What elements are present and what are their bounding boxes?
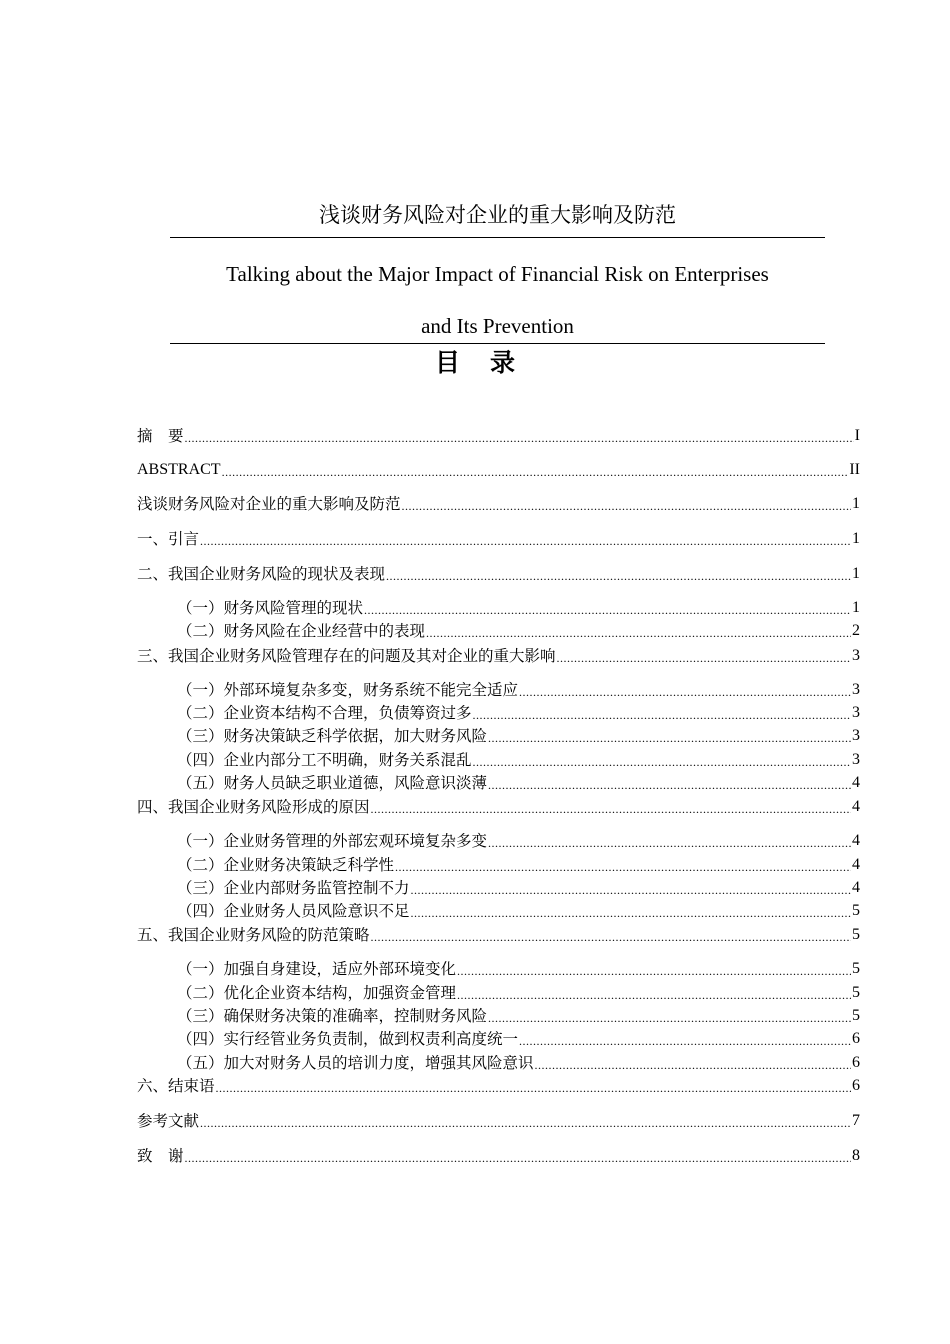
- toc-entry[interactable]: [137, 1075, 860, 1097]
- toc-entry-label: 三、我国企业财务风险管理存在的问题及其对企业的重大影响: [137, 647, 556, 665]
- toc-entry[interactable]: [137, 528, 860, 550]
- toc-entry-label: 浅谈财务风险对企业的重大影响及防范: [137, 495, 401, 513]
- toc-entry-leader-dots: [216, 1079, 851, 1097]
- toc-entry-page-number: 6: [852, 1077, 860, 1094]
- toc-entry[interactable]: [177, 1052, 860, 1074]
- toc-entry-label: （一）加强自身建设，适应外部环境变化: [177, 960, 457, 978]
- toc-entry-label: （四）企业财务人员风险意识不足: [177, 902, 410, 920]
- toc-entry[interactable]: [177, 830, 860, 852]
- toc-entry-leader-dots: [200, 1114, 851, 1132]
- toc-entry-page-number: 1: [852, 495, 860, 512]
- toc-entry-label: （二）优化企业资本结构，加强资金管理: [177, 984, 457, 1002]
- toc-entry[interactable]: [137, 796, 860, 818]
- toc-entry[interactable]: [137, 493, 860, 515]
- toc-entry-leader-dots: [557, 649, 851, 667]
- toc-entry-page-number: 7: [852, 1112, 860, 1129]
- toc-entry-page-number: 8: [852, 1147, 860, 1164]
- toc-entry-label: （三）财务决策缺乏科学依据，加大财务风险: [177, 727, 488, 745]
- toc-entry-page-number: 4: [852, 856, 860, 873]
- document-title-chinese: 浅谈财务风险对企业的重大影响及防范: [319, 203, 676, 227]
- toc-entry-page-number: II: [849, 461, 860, 478]
- toc-entry[interactable]: [137, 459, 860, 481]
- toc-entry-label: 参考文献: [137, 1112, 200, 1130]
- toc-entry[interactable]: [137, 645, 860, 667]
- toc-entry-page-number: 3: [852, 727, 860, 744]
- toc-entry[interactable]: [177, 772, 860, 794]
- toc-entry[interactable]: [177, 597, 860, 619]
- toc-entry-leader-dots: [457, 986, 851, 1004]
- toc-entry-leader-dots: [371, 800, 851, 818]
- toc-entry-page-number: 1: [852, 599, 860, 616]
- toc-entry-leader-dots: [371, 928, 851, 946]
- toc-entry-leader-dots: [473, 706, 851, 724]
- toc-entry[interactable]: [177, 958, 860, 980]
- title-divider-top: [170, 237, 825, 238]
- toc-entry-page-number: I: [854, 427, 860, 444]
- toc-entry-page-number: 5: [852, 902, 860, 919]
- toc-entry[interactable]: [177, 1028, 860, 1050]
- toc-entry[interactable]: [177, 702, 860, 724]
- toc-entry-label: （一）外部环境复杂多变，财务系统不能完全适应: [177, 681, 519, 699]
- toc-entry[interactable]: [177, 620, 860, 642]
- toc-entry-page-number: 4: [852, 832, 860, 849]
- toc-entry-label: 二、我国企业财务风险的现状及表现: [137, 565, 386, 583]
- toc-entry[interactable]: [177, 1005, 860, 1027]
- toc-entry-label: 六、结束语: [137, 1077, 215, 1095]
- toc-entry-leader-dots: [364, 601, 851, 619]
- toc-entry-leader-dots: [411, 904, 851, 922]
- toc-entry-label: （四）实行经管业务负责制，做到权责利高度统一: [177, 1030, 519, 1048]
- toc-entry[interactable]: [137, 1145, 860, 1167]
- toc-entry-label: （五）加大对财务人员的培训力度，增强其风险意识: [177, 1054, 534, 1072]
- toc-entry[interactable]: [137, 563, 860, 585]
- toc-entry-page-number: 3: [852, 704, 860, 721]
- toc-entry-leader-dots: [488, 1009, 851, 1027]
- toc-entry-page-number: 3: [852, 681, 860, 698]
- toc-entry-page-number: 6: [852, 1054, 860, 1071]
- toc-entry-label: 四、我国企业财务风险形成的原因: [137, 798, 370, 816]
- toc-entry-page-number: 1: [852, 530, 860, 547]
- toc-entry-leader-dots: [426, 624, 851, 642]
- toc-entry-label: （二）企业资本结构不合理，负债筹资过多: [177, 704, 472, 722]
- toc-entry-label: （四）企业内部分工不明确，财务关系混乱: [177, 751, 472, 769]
- toc-entry-page-number: 4: [852, 879, 860, 896]
- toc-entry-leader-dots: [200, 532, 851, 550]
- toc-entry-page-number: 5: [852, 926, 860, 943]
- toc-entry-leader-dots: [386, 567, 851, 585]
- toc-entry-leader-dots: [395, 858, 851, 876]
- toc-entry-label: 摘 要: [137, 427, 184, 445]
- document-title-english-line1: Talking about the Major Impact of Financial Risk on Enterprises: [226, 262, 769, 286]
- toc-entry-page-number: 3: [852, 647, 860, 664]
- toc-entry-leader-dots: [535, 1056, 851, 1074]
- toc-entry-label: （一）企业财务管理的外部宏观环境复杂多变: [177, 832, 488, 850]
- toc-entry[interactable]: [177, 679, 860, 701]
- toc-entry-page-number: 4: [852, 798, 860, 815]
- toc-entry-leader-dots: [185, 429, 854, 447]
- toc-entry[interactable]: [177, 982, 860, 1004]
- toc-entry-page-number: 5: [852, 1007, 860, 1024]
- toc-entry[interactable]: [177, 877, 860, 899]
- toc-entry-label: （一）财务风险管理的现状: [177, 599, 364, 617]
- toc-entry-page-number: 4: [852, 774, 860, 791]
- toc-entry-label: （三）确保财务决策的准确率，控制财务风险: [177, 1007, 488, 1025]
- toc-entry-label: （二）企业财务决策缺乏科学性: [177, 856, 395, 874]
- toc-entry-leader-dots: [402, 497, 851, 515]
- toc-heading: 目录: [434, 348, 545, 377]
- toc-entry-page-number: 5: [852, 984, 860, 1001]
- title-divider-bottom: [170, 343, 825, 344]
- toc-entry[interactable]: [177, 749, 860, 771]
- toc-entry[interactable]: [177, 854, 860, 876]
- toc-entry-leader-dots: [488, 834, 851, 852]
- toc-entry[interactable]: [137, 1110, 860, 1132]
- toc-entry-label: 五、我国企业财务风险的防范策略: [137, 926, 370, 944]
- toc-entry-leader-dots: [488, 729, 851, 747]
- toc-entry-leader-dots: [519, 683, 851, 701]
- toc-entry[interactable]: [137, 924, 860, 946]
- toc-entry-label: 致 谢: [137, 1147, 184, 1165]
- toc-entry-page-number: 2: [852, 622, 860, 639]
- toc-entry-label: （三）企业内部财务监管控制不力: [177, 879, 410, 897]
- toc-entry[interactable]: [137, 425, 860, 447]
- toc-entry-leader-dots: [411, 881, 851, 899]
- toc-entry[interactable]: [177, 900, 860, 922]
- toc-entry-page-number: 5: [852, 960, 860, 977]
- toc-entry-label: （二）财务风险在企业经营中的表现: [177, 622, 426, 640]
- toc-entry-leader-dots: [473, 753, 851, 771]
- toc-entry-label: 一、引言: [137, 530, 200, 548]
- toc-entry[interactable]: [177, 725, 860, 747]
- toc-entry-leader-dots: [519, 1032, 851, 1050]
- toc-entry-leader-dots: [222, 463, 849, 481]
- toc-entry-label: ABSTRACT: [137, 461, 221, 478]
- toc-entry-page-number: 6: [852, 1030, 860, 1047]
- document-title-english-line2: and Its Prevention: [421, 314, 574, 338]
- toc-entry-leader-dots: [185, 1149, 851, 1167]
- toc-entry-leader-dots: [457, 962, 851, 980]
- toc-entry-page-number: 1: [852, 565, 860, 582]
- toc-entry-label: （五）财务人员缺乏职业道德，风险意识淡薄: [177, 774, 488, 792]
- toc-entry-page-number: 3: [852, 751, 860, 768]
- toc-entry-leader-dots: [488, 776, 851, 794]
